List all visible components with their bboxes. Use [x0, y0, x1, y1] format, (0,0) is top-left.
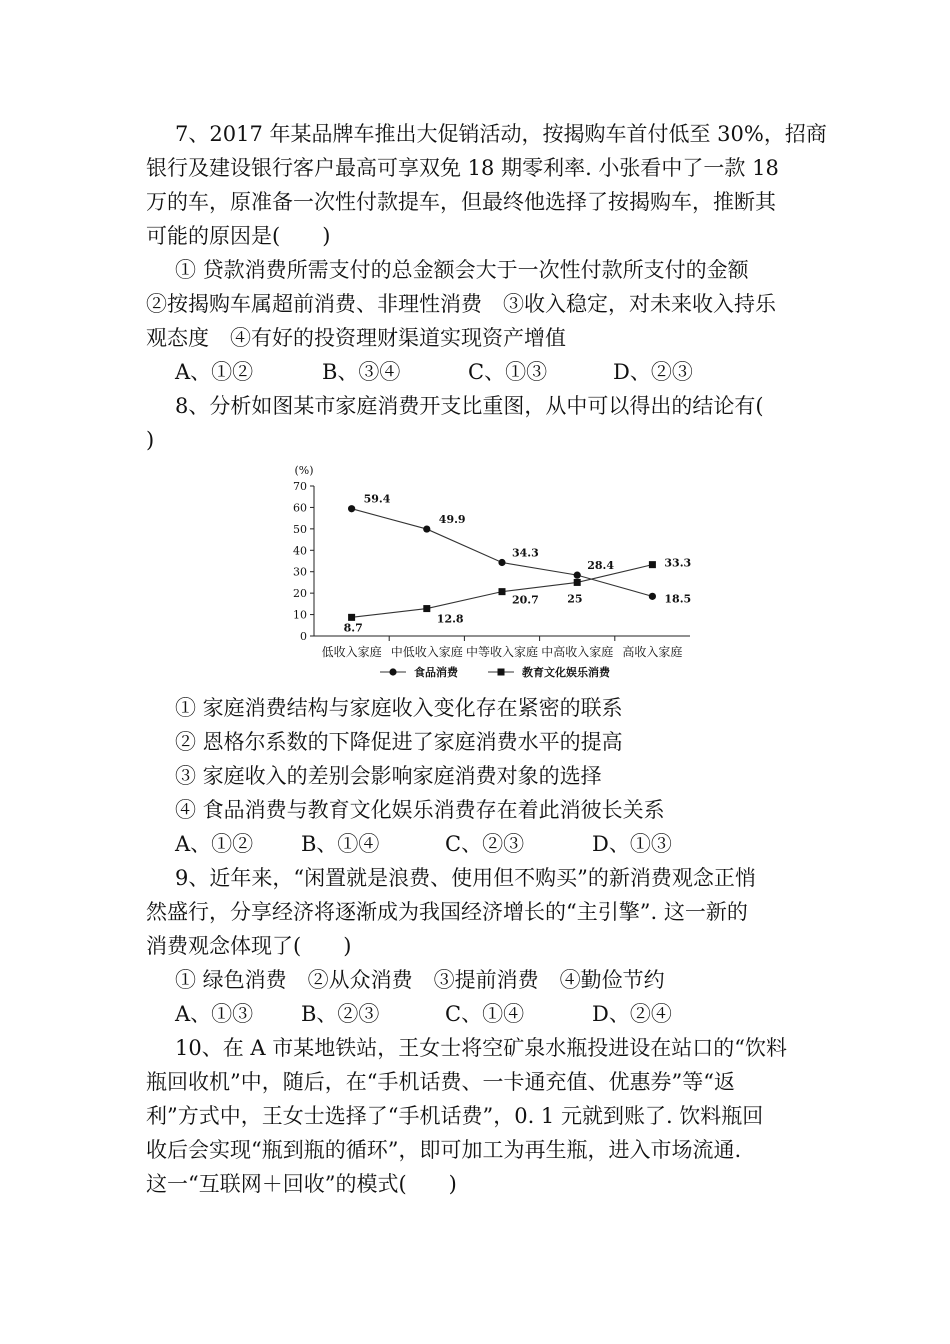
- x-tick-label: 中低收入家庭: [390, 645, 463, 659]
- y-tick-label: 0: [300, 630, 307, 643]
- q7-line-4: 可能的原因是( ): [146, 224, 331, 248]
- q10-line-4: 收后会实现“瓶到瓶的循环”，即可加工为再生瓶，进入市场流通.: [146, 1138, 742, 1162]
- q9-option-a[interactable]: A、①③: [175, 1002, 254, 1026]
- legend-food-label: 食品消费: [414, 666, 458, 679]
- x-tick-label: 中高收入家庭: [541, 645, 614, 659]
- q8-option-c[interactable]: C、②③: [445, 832, 525, 856]
- q7-option-d[interactable]: D、②③: [613, 360, 693, 384]
- q9-option-b[interactable]: B、②③: [301, 1002, 380, 1026]
- q7-statement-3: 观态度 ④有好的投资理财渠道实现资产增值: [146, 326, 566, 350]
- data-label: 33.3: [664, 556, 692, 570]
- q10-line-5: 这一“互联网＋回收”的模式( ): [146, 1172, 457, 1196]
- q7-option-b[interactable]: B、③④: [322, 360, 401, 384]
- data-label: 34.3: [512, 546, 539, 560]
- data-label: 25: [567, 592, 583, 606]
- legend-education-label: 教育文化娱乐消费: [522, 666, 610, 679]
- legend-education-marker: [498, 669, 505, 676]
- y-tick-label: 40: [293, 544, 307, 558]
- y-tick-label: 30: [293, 565, 307, 579]
- q8-line-2: ): [146, 428, 155, 452]
- food-point: [649, 593, 656, 600]
- q8-statement-3: ③ 家庭收入的差别会影响家庭消费对象的选择: [175, 764, 602, 788]
- y-tick-label: 20: [293, 587, 307, 601]
- q9-line-2: 然盛行，分享经济将逐渐成为我国经济增长的“主引擎”. 这一新的: [146, 900, 748, 924]
- q9-line-3: 消费观念体现了( ): [146, 934, 352, 958]
- data-label: 20.7: [512, 593, 539, 607]
- legend: [380, 665, 611, 679]
- q9-option-c[interactable]: C、①④: [445, 1002, 525, 1026]
- q9-line-1: 9、近年来，“闲置就是浪费、使用但不购买”的新消费观念正悄: [175, 866, 756, 890]
- y-unit-label: (%): [294, 464, 314, 477]
- education-point: [423, 605, 430, 612]
- education-point: [649, 561, 656, 568]
- consumption-chart: [280, 458, 700, 690]
- y-axis: [293, 480, 314, 643]
- food-point: [574, 572, 581, 579]
- y-tick-label: 60: [293, 501, 307, 515]
- x-axis: [314, 636, 690, 659]
- y-tick-label: 70: [293, 480, 307, 493]
- data-label: 59.4: [363, 492, 391, 506]
- q7-options: [175, 359, 811, 385]
- data-label: 12.8: [436, 612, 464, 626]
- q8-option-d[interactable]: D、①③: [592, 832, 672, 856]
- x-tick-label: 中等收入家庭: [465, 645, 539, 659]
- q8-statement-4: ④ 食品消费与教育文化娱乐消费存在着此消彼长关系: [175, 798, 665, 822]
- data-label: 49.9: [438, 513, 466, 527]
- y-tick-label: 10: [293, 608, 307, 622]
- q7-option-c[interactable]: C、①③: [468, 360, 548, 384]
- q10-line-3: 利”方式中，王女士选择了“手机话费”，0. 1 元就到账了. 饮料瓶回: [146, 1104, 764, 1128]
- q8-statement-2: ② 恩格尔系数的下降促进了家庭消费水平的提高: [175, 730, 623, 754]
- q7-line-1: 7、2017 年某品牌车推出大促销活动，按揭购车首付低至 30%，招商: [175, 122, 827, 146]
- q9-statement-1: ① 绿色消费 ②从众消费 ③提前消费 ④勤俭节约: [175, 968, 665, 992]
- q8-option-a[interactable]: A、①②: [175, 832, 254, 856]
- q7-statement-1: ① 贷款消费所需支付的总金额会大于一次性付款所支付的金额: [175, 258, 749, 282]
- x-tick-label: 高收入家庭: [622, 645, 683, 659]
- food-point: [498, 559, 505, 566]
- q7-line-3: 万的车，原准备一次性付款提车，但最终他选择了按揭购车，推断其: [146, 190, 776, 214]
- q7-line-2: 银行及建设银行客户最高可享双免 18 期零利率. 小张看中了一款 18: [146, 156, 779, 180]
- series-line-1: [352, 509, 653, 597]
- q8-statement-1: ① 家庭消费结构与家庭收入变化存在紧密的联系: [175, 696, 623, 720]
- q8-line-1: 8、分析如图某市家庭消费开支比重图，从中可以得出的结论有(: [175, 394, 764, 418]
- education-point: [348, 614, 355, 621]
- q9-option-d[interactable]: D、②④: [592, 1002, 672, 1026]
- q8-option-b[interactable]: B、①④: [301, 832, 380, 856]
- series-group: [344, 493, 692, 635]
- food-point: [348, 505, 355, 512]
- education-point: [574, 579, 581, 586]
- q10-line-2: 瓶回收机”中，随后，在“手机话费、一卡通充值、优惠券”等“返: [146, 1070, 735, 1094]
- food-point: [423, 525, 430, 532]
- q10-line-1: 10、在 A 市某地铁站，王女士将空矿泉水瓶投进设在站口的“饮料: [175, 1036, 787, 1060]
- education-point: [499, 588, 506, 595]
- q8-options: [175, 831, 811, 857]
- data-label: 28.4: [587, 559, 614, 573]
- y-tick-label: 50: [293, 522, 307, 536]
- x-tick-label: 低收入家庭: [321, 645, 382, 659]
- q7-statement-2: ②按揭购车属超前消费、非理性消费 ③收入稳定，对未来收入持乐: [146, 292, 776, 316]
- legend-food-marker: [389, 668, 396, 675]
- q9-options: [175, 1001, 811, 1027]
- data-label: 8.7: [343, 621, 363, 635]
- q7-option-a[interactable]: A、①②: [175, 360, 254, 384]
- data-label: 18.5: [664, 592, 692, 606]
